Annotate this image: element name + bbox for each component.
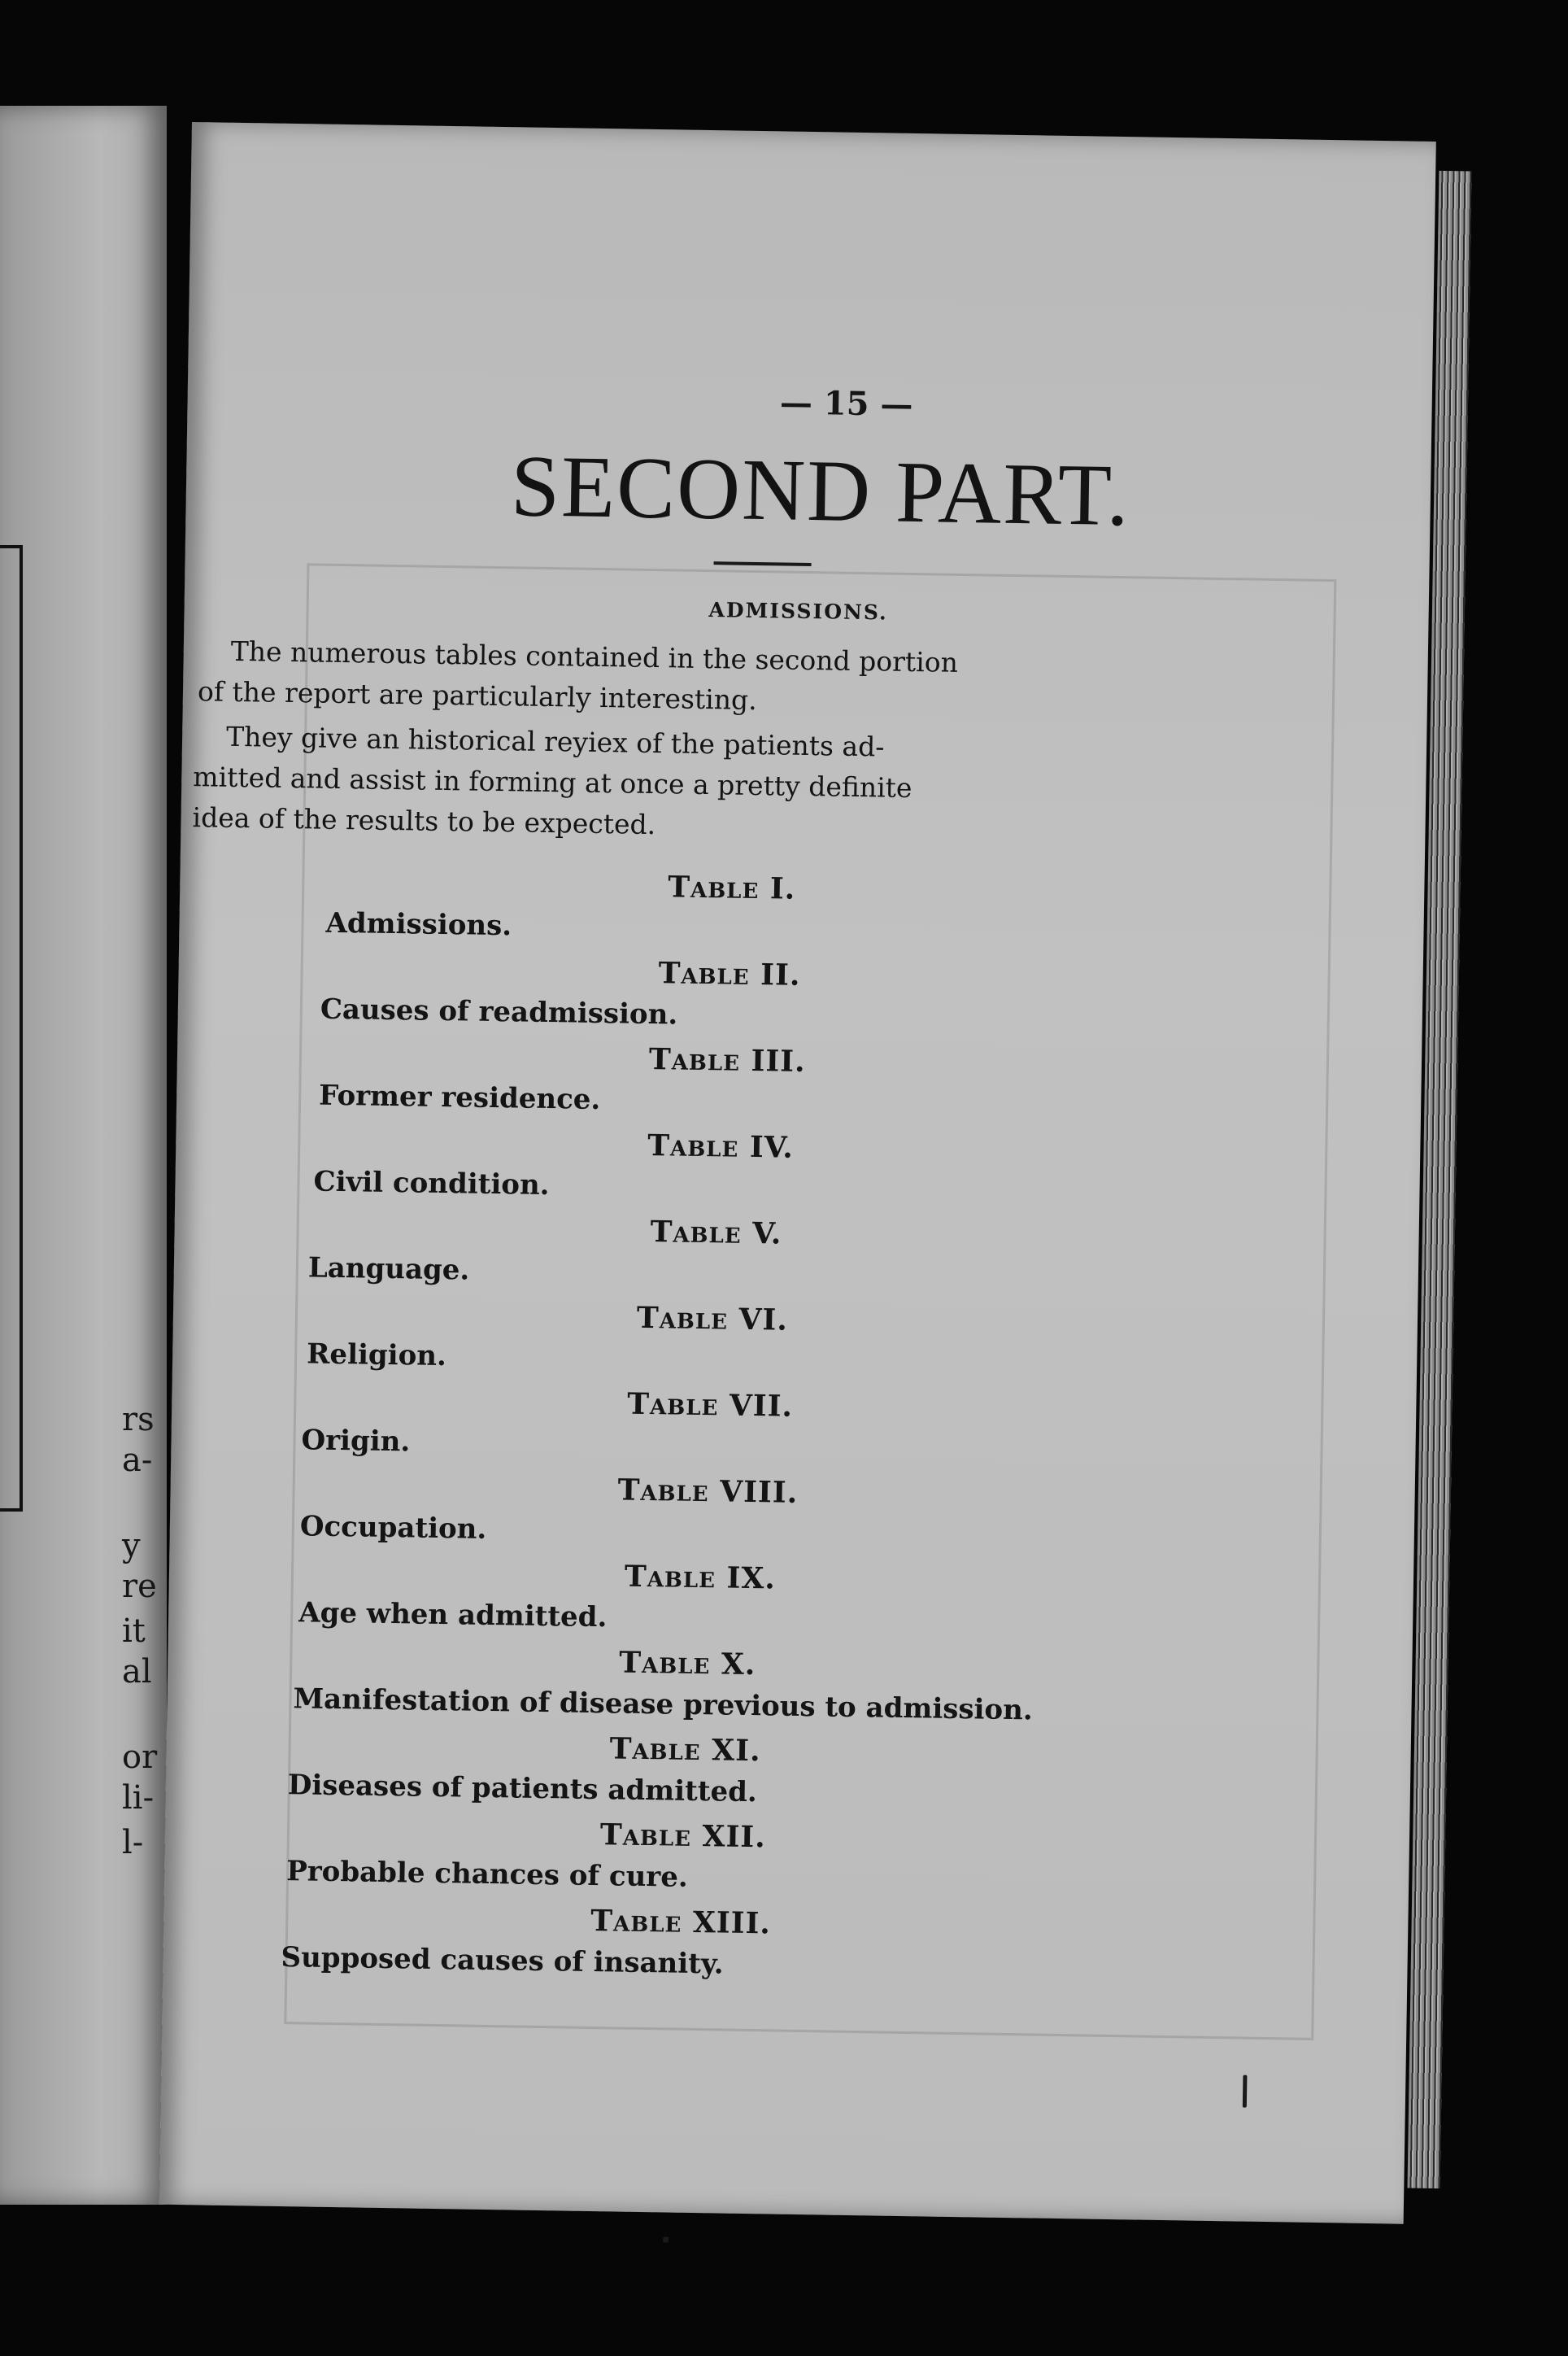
table-description: Religion. bbox=[306, 1337, 447, 1373]
table-description: Admissions. bbox=[325, 906, 512, 943]
table-description: Language. bbox=[307, 1251, 470, 1287]
description-paragraph bbox=[192, 716, 913, 849]
paragraph-line: They give an historical reyiex of the patients ad- bbox=[225, 720, 885, 763]
left-page-fragment: re bbox=[122, 1568, 157, 1605]
left-page-fragment: rs bbox=[122, 1401, 155, 1438]
left-page-fragment: a- bbox=[122, 1442, 153, 1479]
table-description: Supposed causes of insanity. bbox=[281, 1941, 724, 1981]
table-label: TABLE XIII. bbox=[590, 1903, 772, 1941]
table-label: TABLE VI. bbox=[636, 1300, 789, 1337]
table-description: Causes of readmission. bbox=[320, 993, 678, 1032]
table-label: TABLE II. bbox=[658, 956, 801, 993]
paragraph-line: mitted and assist in forming at once a pretty definite bbox=[193, 761, 912, 805]
page-number: — 15 — bbox=[779, 383, 913, 424]
table-label: TABLE I. bbox=[667, 870, 796, 906]
table-label: TABLE X. bbox=[618, 1645, 756, 1682]
table-label: TABLE III. bbox=[648, 1041, 806, 1079]
paragraph-line: The numerous tables contained in the second portion bbox=[230, 635, 959, 678]
document-page bbox=[159, 122, 1436, 2224]
table-description: Probable chances of cure. bbox=[285, 1855, 689, 1894]
scan-mark bbox=[1243, 2075, 1248, 2108]
table-label: TABLE IX. bbox=[624, 1559, 777, 1596]
table-label: TABLE VII. bbox=[626, 1386, 794, 1424]
title-rule bbox=[714, 561, 812, 566]
table-description: Former residence. bbox=[318, 1079, 601, 1117]
left-facing-page bbox=[0, 106, 167, 2205]
table-description: Origin. bbox=[301, 1424, 411, 1459]
table-label: TABLE VIII. bbox=[617, 1472, 799, 1510]
scan-mark bbox=[663, 2236, 669, 2242]
left-page-fragment: l- bbox=[122, 1824, 144, 1861]
left-page-fragment: y bbox=[122, 1527, 141, 1564]
table-label: TABLE XII. bbox=[599, 1817, 767, 1855]
intro-paragraph bbox=[198, 630, 959, 724]
left-page-fragment: or bbox=[122, 1739, 158, 1776]
table-description: Age when admitted. bbox=[298, 1596, 608, 1634]
table-label: TABLE XI. bbox=[609, 1731, 761, 1769]
section-heading: ADMISSIONS. bbox=[708, 598, 888, 625]
left-page-fragment: li- bbox=[122, 1779, 155, 1817]
table-label: TABLE IV. bbox=[647, 1128, 795, 1165]
paragraph-line: of the report are particularly interesting. bbox=[197, 675, 757, 716]
table-description: Occupation. bbox=[299, 1510, 487, 1546]
table-label: TABLE V. bbox=[650, 1215, 782, 1251]
table-description: Diseases of patients admitted. bbox=[287, 1769, 758, 1809]
table-description: Manifestation of disease previous to admission. bbox=[293, 1682, 1034, 1727]
left-page-frame bbox=[0, 545, 23, 1512]
paragraph-line: idea of the results to be expected. bbox=[192, 801, 656, 841]
table-description: Civil condition. bbox=[313, 1165, 550, 1202]
left-page-fragment: it bbox=[122, 1612, 146, 1650]
part-title: SECOND PART. bbox=[510, 438, 1131, 545]
left-page-fragment: al bbox=[122, 1653, 152, 1691]
